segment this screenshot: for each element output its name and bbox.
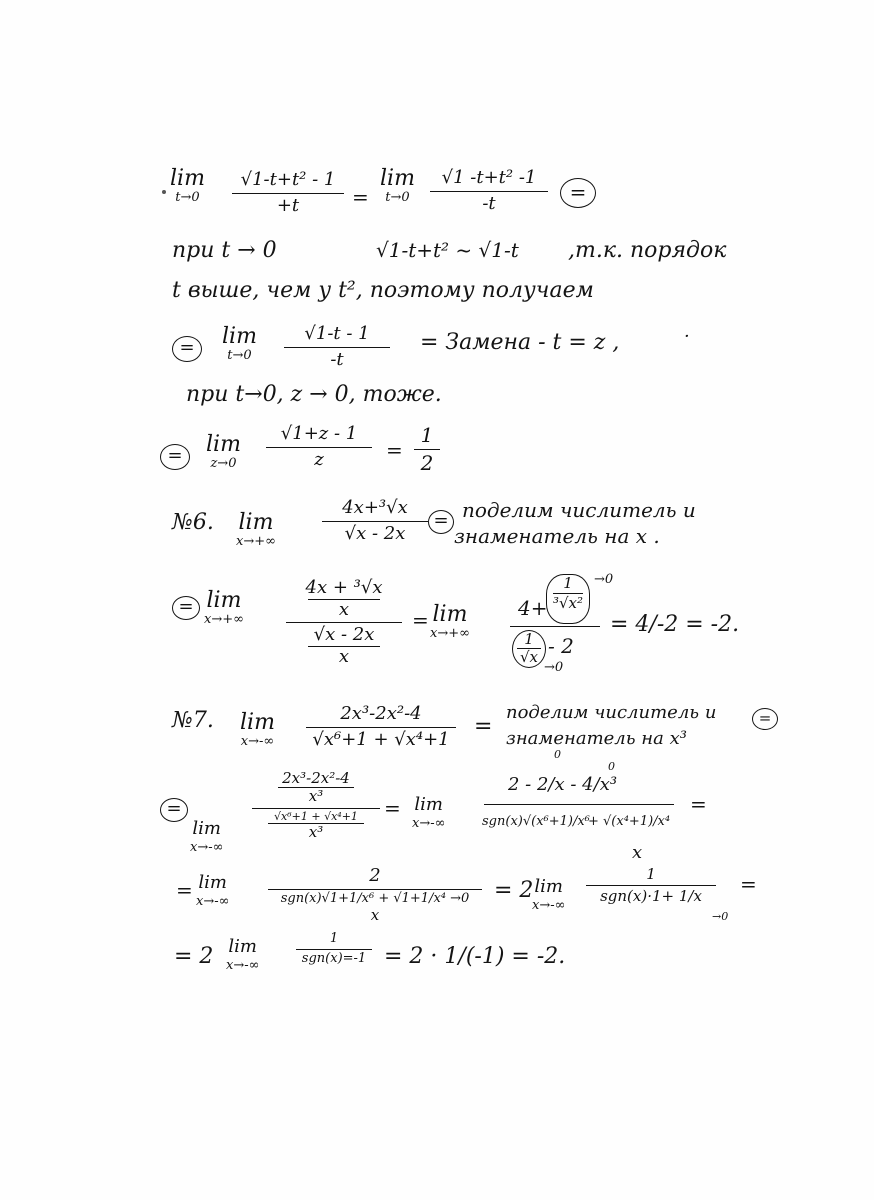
fraction-num: 1 [420,423,434,447]
fraction-num-bot: x³ [308,787,324,806]
limit-word: lim [534,876,564,897]
text-line: = Замена - t = z , [420,330,620,355]
limit-5 [236,512,276,550]
fraction-den-bot: x³ [308,823,324,842]
fraction-den-bot: x [338,646,350,668]
fraction-bar [266,447,372,448]
stray-mark: · [684,326,690,347]
fraction-den: √x - 2x [344,522,406,544]
fraction-bar [268,889,482,890]
fraction-7 [268,866,482,924]
numerator-expression: 2 - 2/x - 4/x³ [508,774,618,795]
fraction-bar [414,449,440,450]
fraction-8 [586,866,716,906]
limit-sub: t→0 [175,190,200,205]
equals-sign: = [176,878,193,902]
fraction-den: +t [276,194,300,216]
text-line: ,т.к. порядок [568,238,727,263]
limit-word: lim [238,510,274,535]
bullet-dot [162,190,166,194]
fraction-num-bot: x [338,598,350,620]
limit-1 [170,168,205,206]
circled-equals: = [160,798,188,822]
limit-sub: x→-∞ [196,894,230,909]
equals-sign: = [384,796,401,820]
math-expression: √1-t+t² ~ √1-t [376,238,519,262]
equals-sign: = [474,714,493,739]
fraction-den: z [314,448,324,470]
fraction-den: sgn(x)√1+1/x⁶ + √1+1/x⁴ →0 [280,890,470,906]
zero-annotation: 0 [554,748,561,761]
limit-word: lim [206,588,242,613]
fraction-den: sgn(x)·1+ 1/x [600,887,702,906]
arrow-annotation: →0 [594,572,614,587]
limit-word: lim [380,166,415,191]
limit-sub: t→0 [385,190,410,205]
problem-number: №7. [172,708,214,733]
circled-equals: = [172,336,202,362]
middle-expression: = 2 [494,878,534,903]
equals-sign: = [690,792,707,816]
fraction-num: 1 [329,931,339,946]
limit-sub: t→0 [227,348,252,363]
limit-sub: x→+∞ [430,626,470,641]
circled-fraction [546,574,590,624]
denominator-part: x [632,842,643,863]
limit-sub: x→-∞ [190,840,224,855]
fraction-bar-main [286,622,402,623]
limit-sub: x→+∞ [236,534,276,549]
equals-sign: = [740,872,757,896]
fraction-bar [586,885,716,886]
fraction-bar [232,193,344,194]
equals-expression: = 2 [174,944,214,969]
limit-word: lim [170,166,205,191]
limit-sub: x→-∞ [412,816,446,831]
fraction-half [414,424,440,475]
numerator-start: 4+ [518,596,548,620]
fraction-3 [284,324,390,370]
limit-sub: x→-∞ [226,958,260,973]
equals-sign: = [412,608,429,632]
denominator-part: sgn(x)√(x⁶+1)/x⁶ [482,814,590,829]
main-bar [510,626,600,627]
limit-word: lim [240,710,275,735]
fraction-1 [232,170,344,216]
fraction-bar [306,727,456,728]
fraction-num: 1 [646,865,656,883]
limit-sub: x→+∞ [204,612,244,627]
limit-word: lim [198,872,228,893]
fraction-2 [430,168,548,214]
limit-sub: z→0 [210,456,237,471]
limit-7 [430,604,470,642]
fraction-bar [296,949,372,950]
limit-9 [190,818,223,856]
fraction-num: √1 -t+t² -1 [441,167,537,188]
fraction-den-top: √x⁶+1 + √x⁴+1 [274,809,358,823]
problem-number: №6. [172,510,214,535]
limit-sub: x→-∞ [532,898,566,913]
fraction-num: √1-t - 1 [304,323,370,344]
limit-13 [226,936,259,974]
fraction-den: 2 [420,451,434,475]
fraction-den-bot: x [370,905,380,924]
zero-annotation: 0 [608,760,615,773]
fraction-num-top: 2x³-2x²-4 [282,769,350,787]
fraction-den: √x [519,648,539,667]
fraction-num: 1 [563,574,573,592]
fraction-9 [296,932,372,967]
limit-word: lim [222,324,257,349]
fraction-num: 2 [369,865,381,886]
fraction-den: -t [330,348,344,370]
limit-8 [240,712,275,750]
result-text: = 4/-2 = -2. [610,612,740,637]
fraction-den: √x⁶+1 + √x⁴+1 [312,728,450,750]
limit-12 [532,876,565,914]
fraction-bar [322,521,428,522]
circled-equals: = [428,510,454,534]
text-line: поделим числитель и [462,498,696,522]
fraction-den: -t [482,192,496,214]
fraction-bar [284,347,390,348]
main-bar [484,804,674,805]
limit-word: lim [228,936,258,957]
text-line: при t → 0 [172,238,277,263]
equals-sign: = [386,438,403,462]
limit-10 [412,794,445,832]
limit-11 [196,872,229,910]
limit-sub: x→-∞ [240,734,275,749]
text-line: знаменатель на x³ [506,728,687,749]
fraction-den-top: √x - 2x [313,624,375,646]
fraction-num-top: 4x + ³√x [305,577,383,598]
circled-equals: = [560,178,596,208]
text-line: при t→0, z → 0, тоже. [186,382,442,407]
denominator-minus: - 2 [548,634,574,658]
limit-2 [380,168,415,206]
limit-3 [222,326,257,364]
circled-equals: = [160,444,190,470]
text-line: поделим числитель и [506,702,717,723]
limit-word: lim [414,794,444,815]
text-line: t выше, чем у t², поэтому получаем [172,278,594,303]
limit-6 [204,590,244,628]
limit-word: lim [432,602,468,627]
limit-word: lim [192,818,222,839]
result-text: = 2 · 1/(-1) = -2. [384,944,566,969]
arrow-annotation: →0 [544,660,564,675]
circled-equals: = [172,596,200,620]
fraction-4 [266,424,372,470]
fraction-num: 2x³-2x²-4 [340,703,422,724]
limit-4 [206,434,241,472]
fraction-num: √1+z - 1 [280,423,358,444]
arrow-annotation: →0 [712,910,729,923]
fraction-den: sgn(x)=-1 [301,950,367,966]
limit-word: lim [206,432,241,457]
fraction-num: 1 [524,630,534,648]
text-line: знаменатель на x . [454,524,660,548]
fraction-num: √1-t+t² - 1 [240,169,336,190]
circled-equals: = [752,708,778,730]
compound-fraction-1 [286,578,402,668]
fraction-5 [322,498,428,544]
denominator-part: + √(x⁴+1)/x⁴ [588,814,671,829]
circled-fraction [512,630,546,668]
equals-sign: = [352,185,369,209]
fraction-bar-main [252,808,380,809]
fraction-num: 4x+³√x [342,497,408,518]
fraction-6 [306,704,456,750]
fraction-bar [430,191,548,192]
compound-fraction-2 [252,770,380,841]
fraction-den: ³√x² [552,594,584,613]
